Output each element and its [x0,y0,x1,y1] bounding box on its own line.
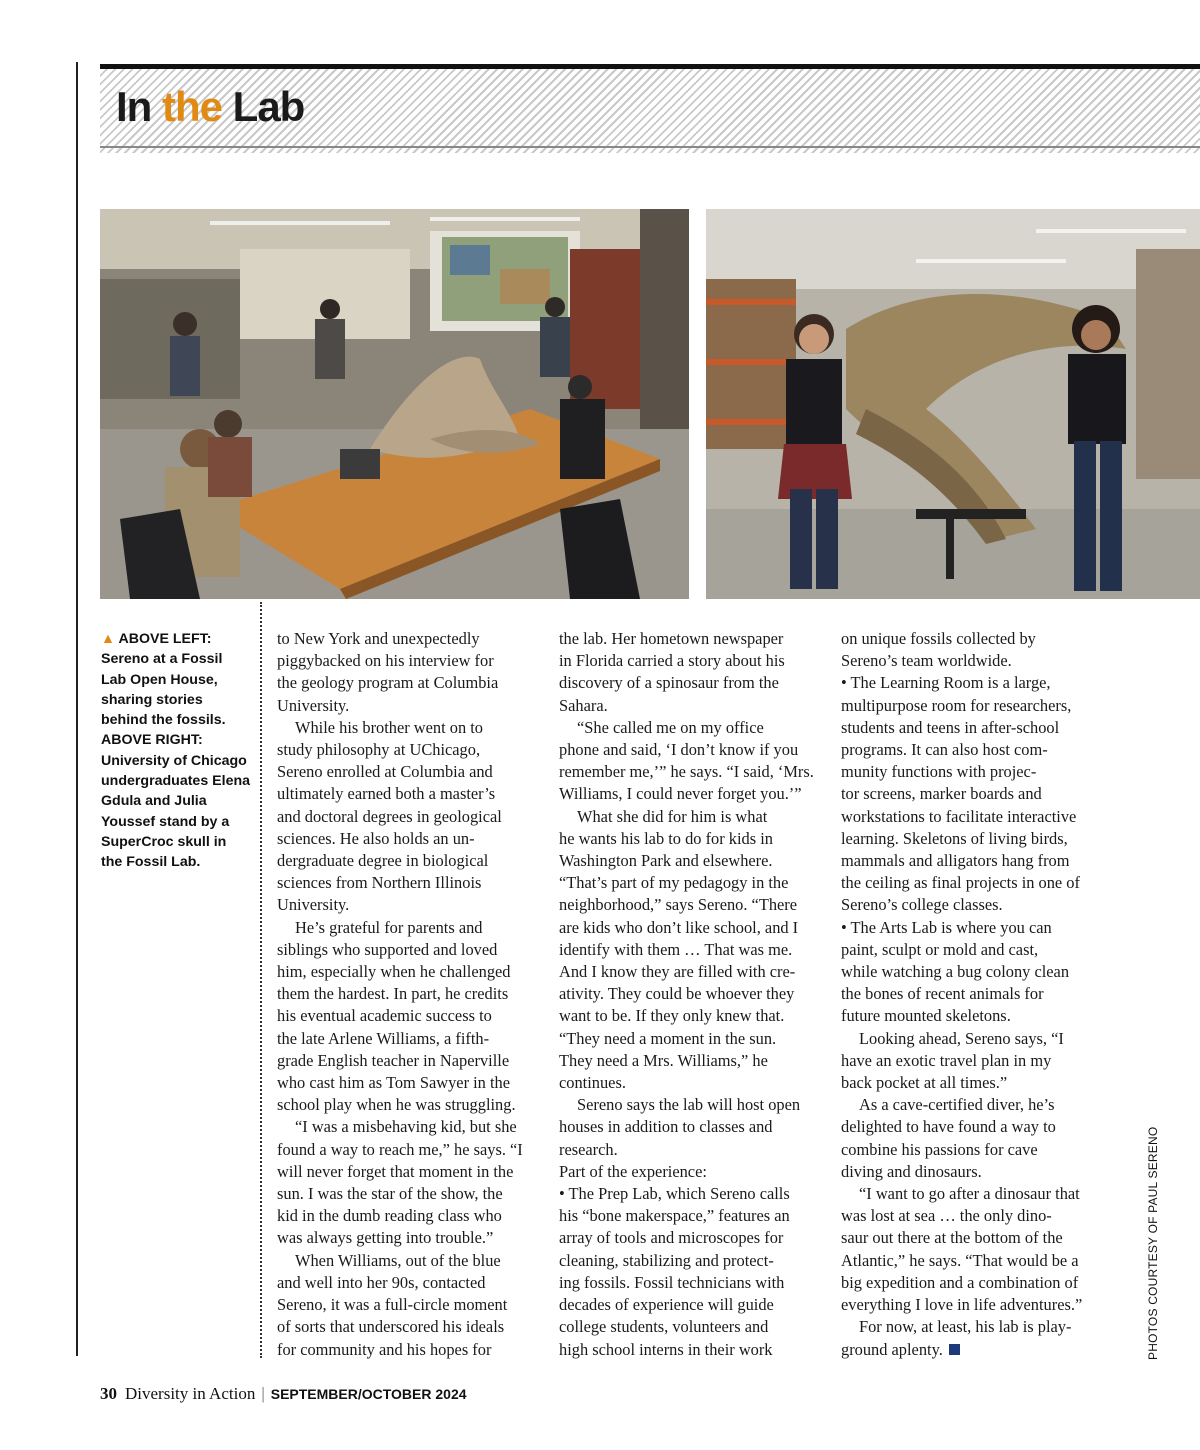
caption-text: ABOVE LEFT: Sereno at a Fossil Lab Open House, sharing stories behind the fossils. ABOVE RIGHT: University of Chicago undergraduates Elena Gdula and Julia Youssef stand by a SuperCroc skull in the Fossil Lab. [101,631,251,871]
title-word-in: In [116,83,152,130]
title-word-lab: Lab [232,83,305,130]
left-margin-rule [76,62,78,1356]
paragraph: As a cave-certified diver, he’s delighted to have found a way to combine his passions for cave diving and dinosaurs. [841,1095,1056,1181]
paragraph: While his brother went on to study philosophy at UChicago, Sereno enrolled at Columbia and ultimately earned both a master’s and doctoral degrees in geological sciences. He also holds an un- dergraduate degree in biological sciences from Northern Illinois University. [277,717,502,915]
issue-date: SEPTEMBER/OCTOBER 2024 [270,1386,467,1402]
header-bottom-rule [100,146,1200,148]
caption-divider [260,602,262,1358]
closing-text: For now, at least, his lab is play- ground aplenty. [841,1317,1072,1359]
publication-name: Diversity in Action [125,1384,256,1403]
paragraph: “She called me on my office phone and said, ‘I don’t know if you remember me,’” he says. “I said, ‘Mrs. Williams, I could never forget you.’” [559,717,814,804]
title-word-the: the [162,83,222,130]
paragraph: “I was a misbehaving kid, but she found a way to reach me,” he says. “I will never forget that moment in the sun. I was the star of the show, the kid in the dumb reading class who was always getting into trouble.” [277,1117,523,1248]
article-column-3 [841,628,1105,1361]
article-column-1 [277,628,545,1361]
paragraph: Sereno says the lab will host open houses in addition to classes and research. [559,1095,801,1159]
bullet-paragraph: • The Arts Lab is where you can paint, sculpt or mold and cast, while watching a bug colony clean the bones of recent animals for future mounted skeletons. [841,917,1070,1026]
paragraph: Looking ahead, Sereno says, “I have an exotic travel plan in my back pocket at all times.” [841,1028,1064,1093]
caption-triangle-icon: ▲ [101,631,116,647]
photo-supercroc [706,209,1200,599]
paragraph [841,1316,1105,1360]
paragraph: What she did for him is what he wants his lab to do for kids in Washington Park and elsewhere. “That’s part of my pedagogy in the neighborhood,” says Sereno. “There are kids who don’t like school, and I identify with them … That was me. And I know they are filled with cre- ativity. They could be whoever they want to be. If they only knew that. “They need a moment in the sun. They need a Mrs. Williams,” he continues. [559,806,799,1093]
section-title [116,82,304,132]
paragraph: Part of the experience: [559,1161,707,1181]
photo-open-house [100,209,689,599]
paragraph: on unique fossils collected by Sereno’s team worldwide. [841,629,1036,671]
photo-caption [101,629,251,873]
page-footer [100,1384,467,1404]
paragraph: the lab. Her hometown newspaper in Florida carried a story about his discovery of a spinosaur from the Sahara. [559,629,785,715]
paragraph: “I want to go after a dinosaur that was lost at sea … the only dino- saur out there at the bottom of the Atlantic,” he says. “That would be a big expedition and a combination of everything I love in life adventures.” [841,1184,1083,1315]
article-column-2 [559,628,827,1361]
paragraph: to New York and unexpectedly piggybacked on his interview for the geology program at Columbia University. [277,629,499,715]
photo-credit: PHOTOS COURTESY OF PAUL SERENO [1146,1126,1160,1360]
end-square-icon [949,1344,960,1355]
paragraph: He’s grateful for parents and siblings who supported and loved him, especially when he challenged them the hardest. In part, he credits his eventual academic success to the late Arlene Williams, a fifth- grade English teacher in Naperville who cast him as Tom Sawyer in the school play when he was struggling. [277,917,516,1115]
bullet-paragraph: • The Prep Lab, which Sereno calls his “bone makerspace,” features an array of tools and microscopes for cleaning, stabilizing and protect- ing fossils. Fossil technicians with decades of experience will guide college students, volunteers and high school interns in their work [559,1184,790,1359]
paragraph: When Williams, out of the blue and well into her 90s, contacted Sereno, it was a full-circle moment of sorts that underscored his ideals for community and his hopes for [277,1250,508,1359]
page-number: 30 [100,1384,117,1403]
footer-separator: | [261,1384,265,1403]
bullet-paragraph: • The Learning Room is a large, multipurpose room for researchers, students and teens in after-school programs. It can also host com- munity functions with projec- tor screens, marker boards and workstations to facilitate interactive learning. Skeletons of living birds, mammals and alligators hang from the ceiling as final projects in one of Sereno’s college classes. [841,673,1080,915]
